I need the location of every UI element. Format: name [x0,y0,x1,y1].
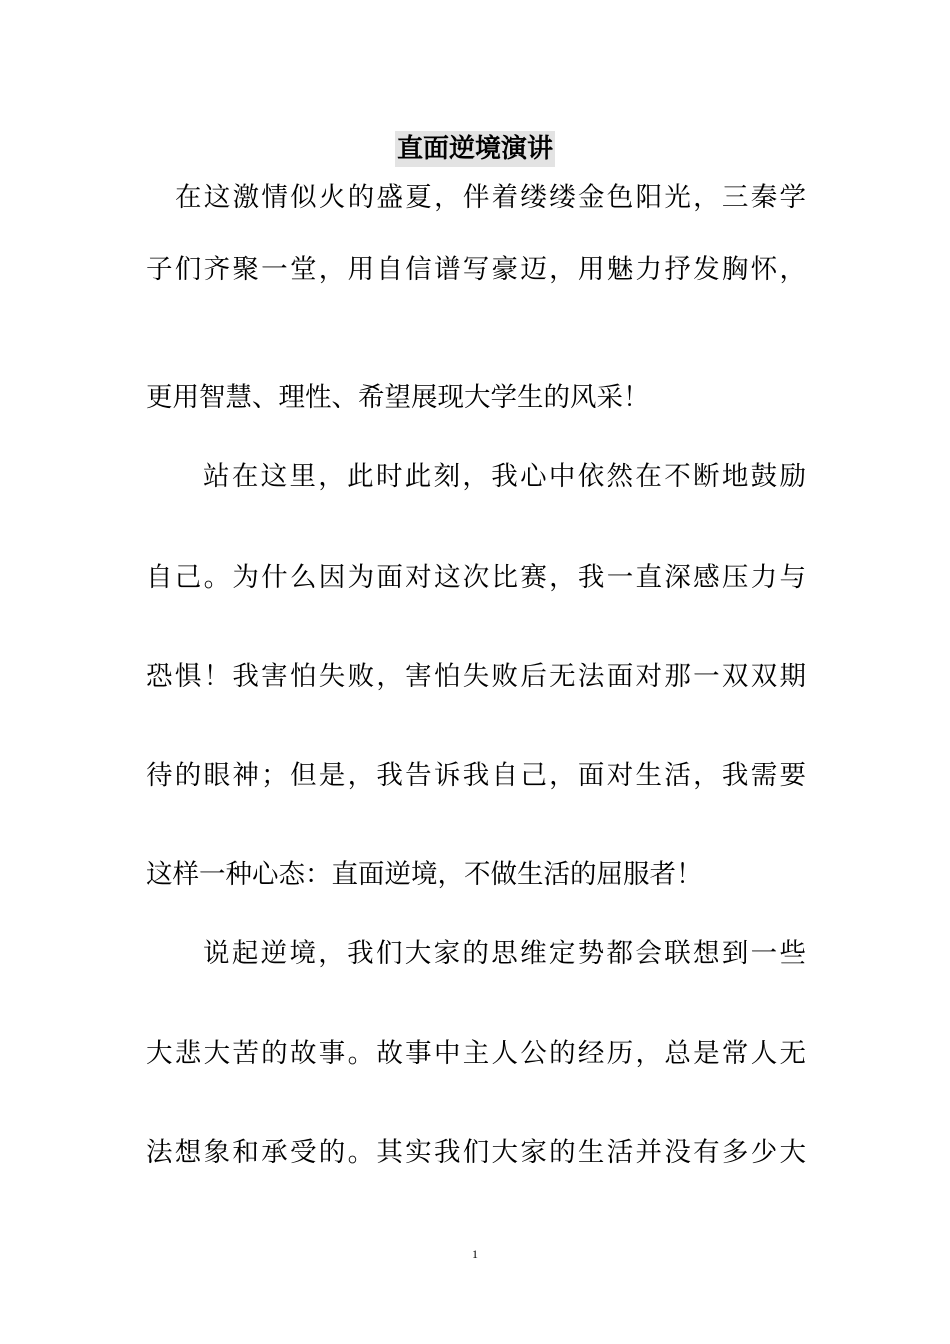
paragraph-3-line-2: 大悲大苦的故事。故事中主人公的经历，总是常人无 [146,1038,806,1069]
paragraph-2-line-2: 自己。为什么因为面对这次比赛，我一直深感压力与 [146,562,806,593]
page-number: 1 [472,1247,478,1261]
paragraph-2-line-1: 站在这里，此时此刻，我心中依然在不断地鼓励 [203,461,806,492]
paragraph-1-line-3: 更用智慧、理性、希望展现大学生的风采！ [146,382,650,413]
paragraph-2-line-5: 这样一种心态：直面逆境，不做生活的屈服者！ [146,859,703,890]
paragraph-2-line-3: 恐惧！我害怕失败，害怕失败后无法面对那一双双期 [146,661,806,692]
title-container [0,131,950,167]
paragraph-3-line-1: 说起逆境，我们大家的思维定势都会联想到一些 [203,938,806,969]
document-title: 直面逆境演讲 [395,131,555,167]
paragraph-3-line-3: 法想象和承受的。其实我们大家的生活并没有多少大 [146,1137,806,1168]
paragraph-1-line-1: 在这激情似火的盛夏，伴着缕缕金色阳光，三秦学 [175,182,806,213]
paragraph-1-line-2: 子们齐聚一堂，用自信谱写豪迈，用魅力抒发胸怀， [146,254,806,285]
paragraph-2-line-4: 待的眼神；但是，我告诉我自己，面对生活，我需要 [146,760,806,791]
